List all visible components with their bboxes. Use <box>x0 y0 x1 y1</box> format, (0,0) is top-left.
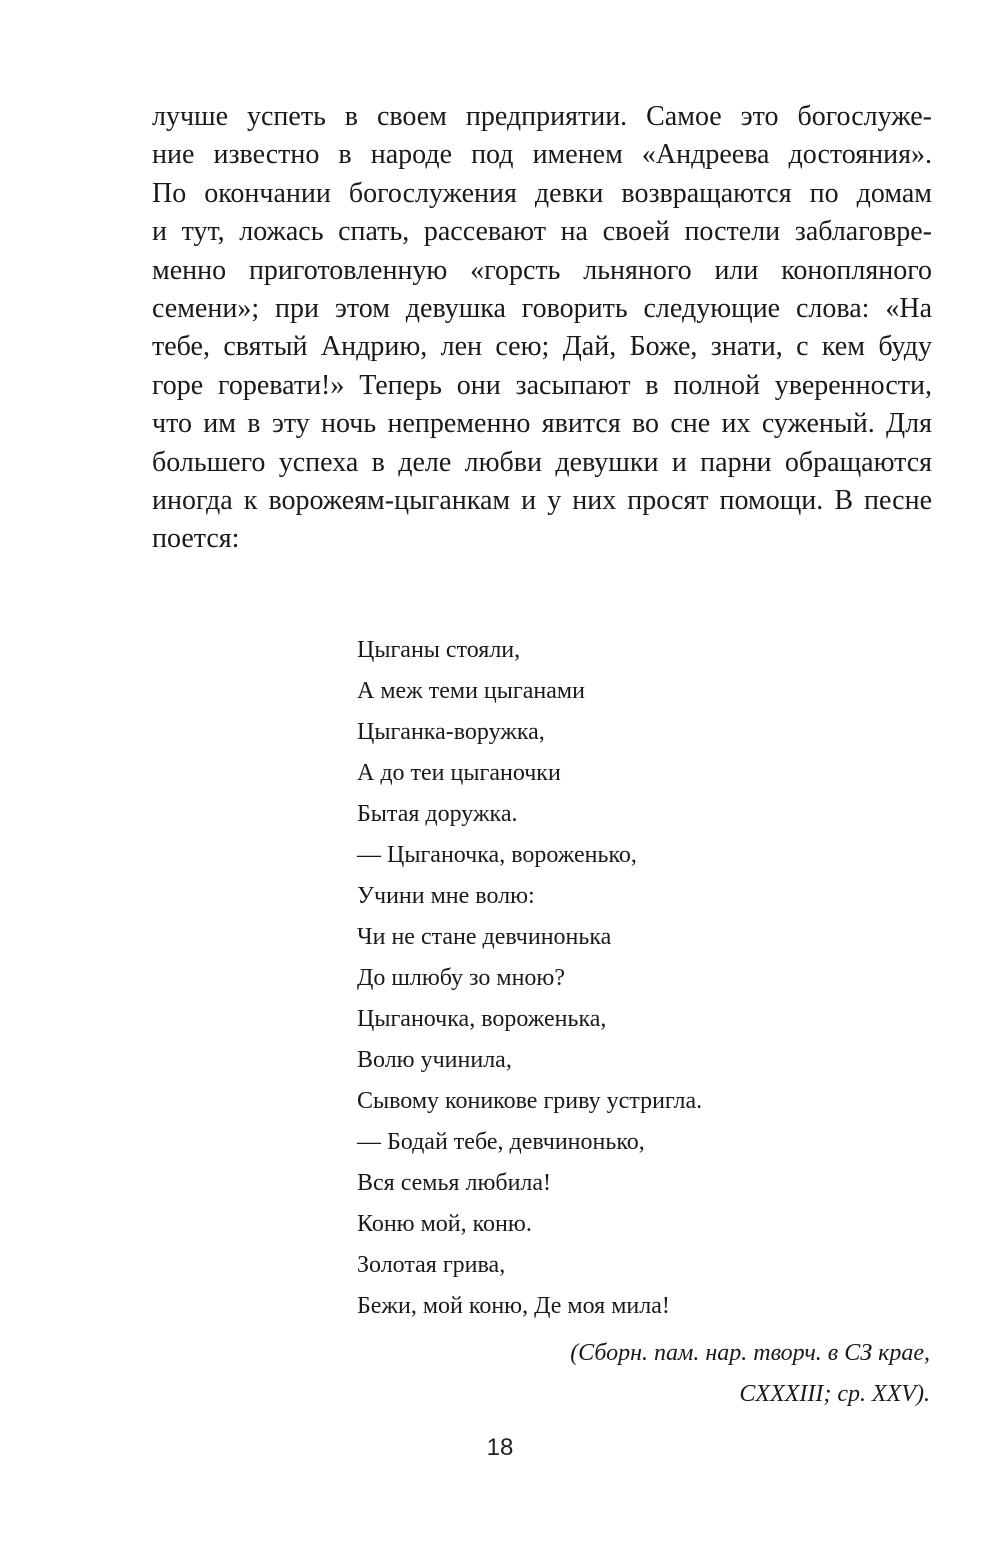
citation-line: CXXXIII; ср. XXV). <box>739 1381 930 1407</box>
verse-line: Цыганочка, вороженька, <box>357 1006 607 1032</box>
verse-line: Вся семья любила! <box>357 1170 552 1196</box>
song-verse <box>357 630 702 1327</box>
verse-line: А до теи цыганочки <box>357 760 561 786</box>
prose-line: большего успеха в деле любви девушки и парни обращаются <box>152 446 932 478</box>
prose-paragraph <box>152 98 932 559</box>
verse-line: А меж теми цыганами <box>357 678 585 704</box>
verse-line: Коню мой, коню. <box>357 1211 532 1237</box>
verse-line: — Цыганочка, вороженько, <box>357 842 637 868</box>
verse-line: Цыганка-воружка, <box>357 719 545 745</box>
prose-line: поется: <box>152 523 240 555</box>
prose-line: иногда к ворожеям-цыганкам и у них просят помощи. В песне <box>152 484 932 516</box>
prose-line: менно приготовленную «горсть льняного или конопляного <box>152 254 932 286</box>
verse-line: Волю учинила, <box>357 1047 512 1073</box>
prose-line: и тут, ложась спать, рассевают на своей постели заблаговре- <box>152 216 932 248</box>
prose-line: лучше успеть в своем предприятии. Самое это богослуже- <box>152 101 932 132</box>
prose-line: ние известно в народе под именем «Андреева достояния». <box>152 139 932 171</box>
verse-line: Бытая доружка. <box>357 801 518 827</box>
verse-line: — Бодай тебе, девчинонько, <box>357 1129 645 1155</box>
page-number: 18 <box>486 1434 514 1461</box>
prose-line: семени»; при этом девушка говорить следующие слова: «На <box>152 292 932 324</box>
verse-line: До шлюбу зо мною? <box>357 965 566 991</box>
verse-line: Чи не стане девчинонька <box>357 924 612 950</box>
verse-line: Сывому коникове гриву устригла. <box>357 1088 703 1114</box>
citation-line: (Сборн. пам. нар. творч. в СЗ крае, <box>570 1340 930 1366</box>
source-citation <box>570 1333 930 1415</box>
prose-line: горе горевати!» Теперь они засыпают в полной уверенности, <box>152 369 932 401</box>
verse-line: Цыганы стояли, <box>357 637 521 663</box>
prose-line: По окончании богослужения девки возвращаются по домам <box>152 177 932 209</box>
verse-line: Бежи, мой коню, Де моя мила! <box>357 1293 670 1319</box>
verse-line: Учини мне волю: <box>357 883 535 909</box>
prose-line: что им в эту ночь непременно явится во сне их суженый. Для <box>152 408 932 440</box>
verse-line: Золотая грива, <box>357 1252 506 1278</box>
prose-line: тебе, святый Андрию, лен сею; Дай, Боже, знати, с кем буду <box>152 331 932 363</box>
